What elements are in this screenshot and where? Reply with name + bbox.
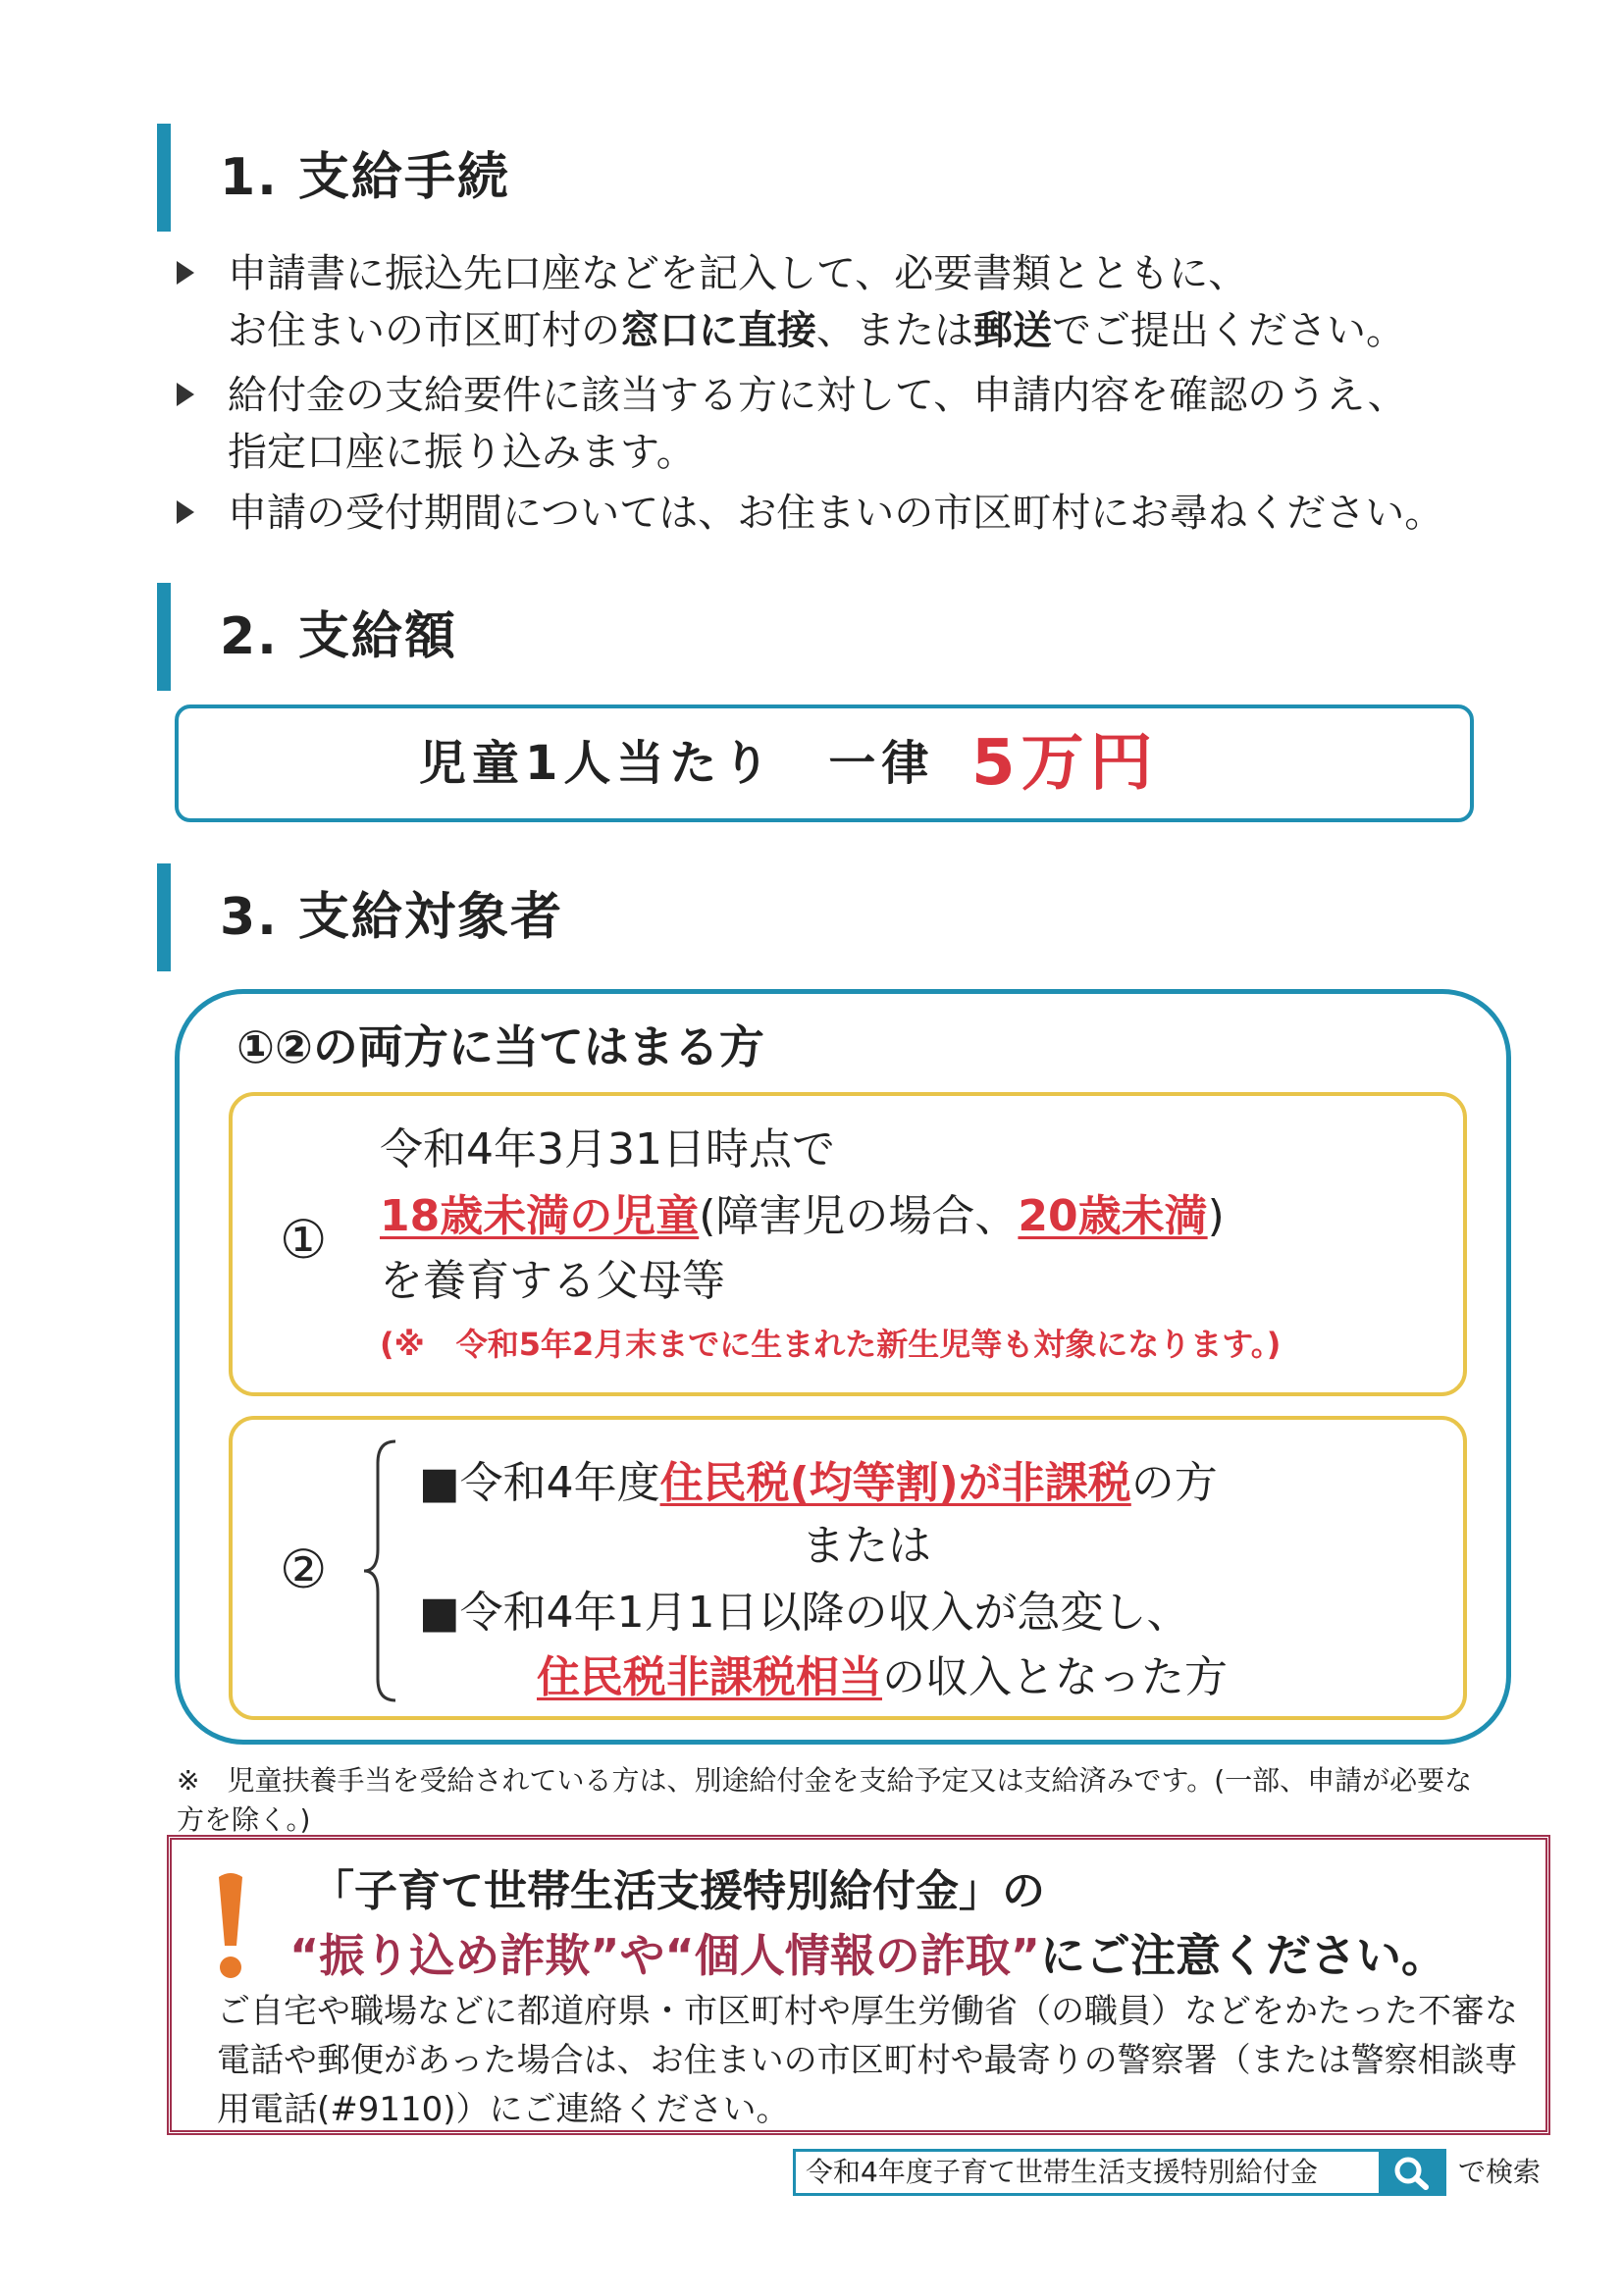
condition-1-note: (※ 令和5年2月末までに生まれた新生児等も対象になります。) xyxy=(380,1326,1282,1363)
condition-1-line-3: を養育する父母等 xyxy=(380,1256,725,1306)
condition-1-number: ① xyxy=(280,1209,328,1271)
condition-2-box xyxy=(229,1416,1467,1720)
warning-title-1: 「子育て世帯生活支援特別給付金」の xyxy=(311,1866,1045,1916)
footnote: ※ 児童扶養手当を受給されている方は、別途給付金を支給予定又は支給済みです。(一部、申請が必要な方を除く。) xyxy=(177,1764,1473,1836)
condition-2-line-4: 住民税非課税相当の収入となった方 xyxy=(537,1652,1228,1702)
warning-title-2: “振り込め詐欺”や“個人情報の詐取”にご注意ください。 xyxy=(289,1929,1446,1982)
section-2-title: 2. 支給額 xyxy=(220,607,458,666)
section-3-title: 3. 支給対象者 xyxy=(220,888,564,947)
section-bar xyxy=(157,863,171,971)
condition-2-line-3: ■令和4年1月1日以降の収入が急変し、 xyxy=(419,1588,1190,1638)
exclamation-icon xyxy=(211,1869,250,1987)
search-query: 令和4年度子育て世帯生活支援特別給付金 xyxy=(806,2156,1318,2188)
triangle-bullet-icon xyxy=(177,383,194,406)
curly-brace-icon xyxy=(360,1439,399,1702)
target-box xyxy=(175,989,1511,1745)
search-suffix: で検索 xyxy=(1458,2156,1542,2188)
condition-2-number: ② xyxy=(280,1539,328,1600)
condition-1-box xyxy=(229,1092,1467,1396)
triangle-bullet-icon xyxy=(177,261,194,285)
amount-label: 児童1人当たり 一律 xyxy=(419,736,935,791)
amount-box xyxy=(175,704,1474,822)
warning-body: ご自宅や職場などに都道府県・市区町村や厚生労働省（の職員）などをかたった不審な電話や郵便があった場合は、お住まいの市区町村や最寄りの警察署（または警察相談専用電話(#9110)）にご連絡ください。 xyxy=(217,1992,1518,2129)
search-box xyxy=(793,2149,1446,2196)
section-bar xyxy=(157,124,171,232)
fraud-warning-box xyxy=(167,1835,1550,2135)
condition-1-line-2: 18歳未満の児童(障害児の場合、20歳未満) xyxy=(380,1191,1225,1241)
both-conditions-heading: ①②の両方に当てはまる方 xyxy=(236,1020,764,1073)
search-icon xyxy=(1379,2152,1443,2193)
triangle-bullet-icon xyxy=(177,500,194,524)
condition-2-line-1: ■令和4年度住民税(均等割)が非課税の方 xyxy=(419,1458,1218,1508)
bullet-3-line-1: 申請の受付期間については、お住まいの市区町村にお尋ねください。 xyxy=(228,491,1444,536)
section-bar xyxy=(157,583,171,691)
condition-2-or: または xyxy=(802,1521,931,1571)
bullet-1-line-1: 申請書に振込先口座などを記入して、必要書類とともに、 xyxy=(228,251,1248,296)
search-button xyxy=(1379,2152,1443,2193)
section-1-title: 1. 支給手続 xyxy=(220,148,511,207)
condition-1-line-1: 令和4年3月31日時点で xyxy=(380,1124,835,1174)
amount-value: 5万円 xyxy=(971,727,1159,800)
bullet-2-line-2: 指定口座に振り込みます。 xyxy=(228,430,696,475)
bullet-2-line-1: 給付金の支給要件に該当する方に対して、申請内容を確認のうえ、 xyxy=(228,373,1407,418)
bullet-1-line-2: お住まいの市区町村の窓口に直接、または郵送でご提出ください。 xyxy=(228,308,1405,353)
